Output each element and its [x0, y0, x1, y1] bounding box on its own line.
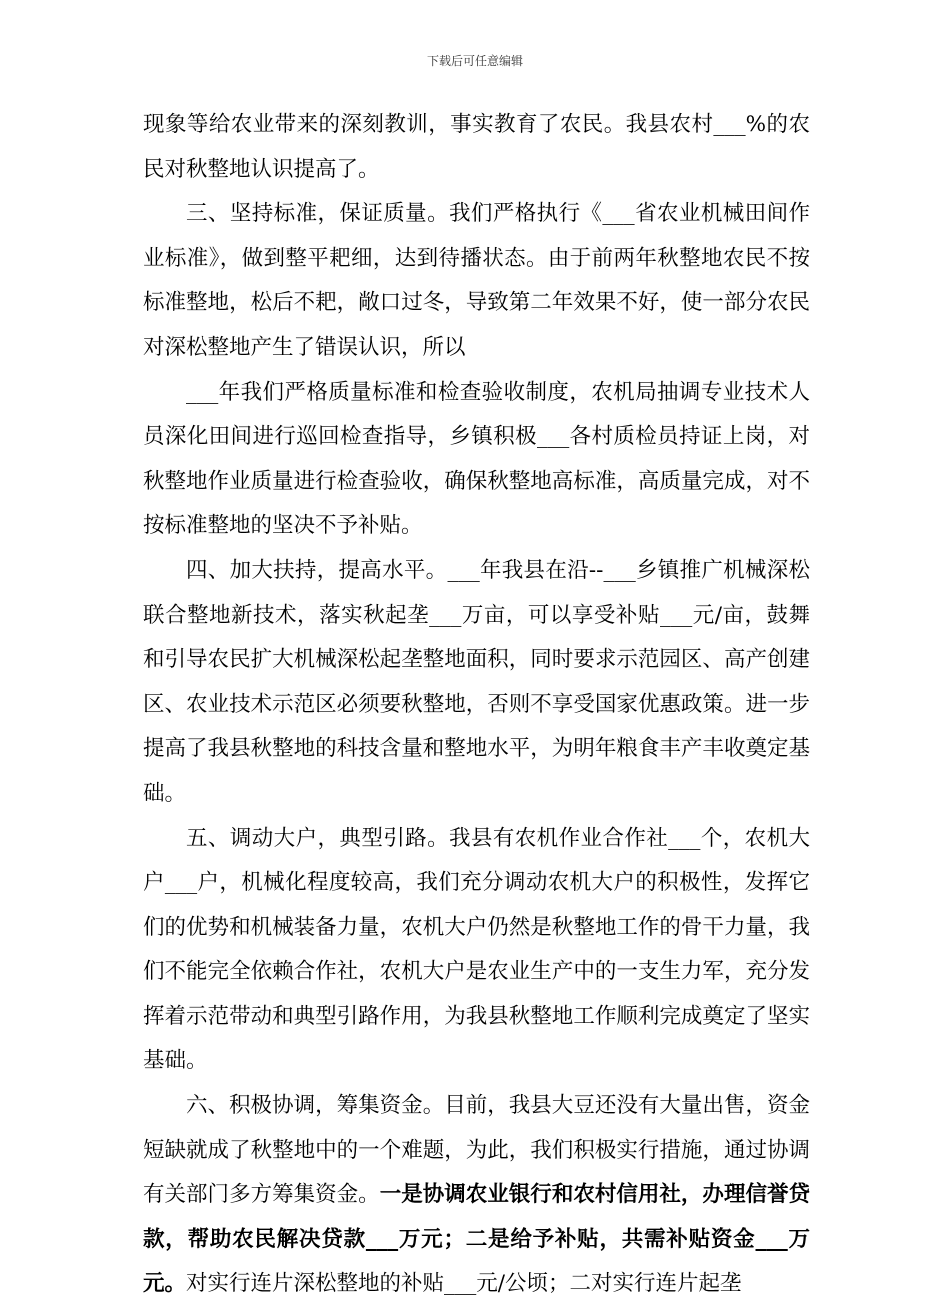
- paragraph-4: 四、加大扶持，提高水平。___年我县在沿--___乡镇推广机械深松联合整地新技术，落实秋起垄___万亩，可以享受补贴___元/亩，鼓舞和引导农民扩大机械深松起垄整地面积，同时要求示范园区、高产创建区、农业技术示范区必须要秋整地，否则不享受国家优惠政策。进一步提高了我县秋整地的科技含量和整地水平，为明年粮食丰产丰收奠定基础。: [143, 557, 810, 806]
- paragraph-2: 三、坚持标准，保证质量。我们严格执行《___省农业机械田间作业标准》，做到整平耙细，达到待播状态。由于前两年秋整地农民不按标准整地，松后不耙，敞口过冬，导致第二年效果不好，使一部分农民对深松整地产生了错误认识，所以: [143, 201, 810, 360]
- paragraph-6: [143, 1084, 810, 1307]
- paragraph-6-bold-text: 一是协调农业银行和农村信用社，办理信誉贷款，帮助农民解决贷款___万元；二是给予补贴，共需补贴资金___万元。: [143, 1182, 810, 1297]
- paragraph-6-text: 六、积极协调，筹集资金。目前，我县大豆还没有大量出售，资金短缺就成了秋整地中的一个难题，为此，我们积极实行措施，通过协调有关部门多方筹集资金。: [143, 1093, 810, 1208]
- paragraph-3: ___年我们严格质量标准和检查验收制度，农机局抽调专业技术人员深化田间进行巡回检查指导，乡镇积极___各村质检员持证上岗，对秋整地作业质量进行检查验收，确保秋整地高标准，高质量完成，对不按标准整地的坚决不予补贴。: [143, 379, 810, 539]
- paragraph-1: 现象等给农业带来的深刻教训，事实教育了农民。我县农村___%的农民对秋整地认识提高了。: [143, 112, 810, 182]
- paragraph-5: 五、调动大户，典型引路。我县有农机作业合作社___个，农机大户___户，机械化程度较高，我们充分调动农机大户的积极性，发挥它们的优势和机械装备力量，农机大户仍然是秋整地工作的骨干力量，我们不能完全依赖合作社，农机大户是农业生产中的一支生力军，充分发挥着示范带动和典型引路作用，为我县秋整地工作顺利完成奠定了坚实基础。: [143, 825, 810, 1074]
- page-header: 下载后可任意编辑: [426, 54, 523, 68]
- document-body: [143, 103, 810, 1307]
- paragraph-6-tail: 对实行连片深松整地的补贴___元/公顷；二对实行连片起垄: [186, 1271, 742, 1297]
